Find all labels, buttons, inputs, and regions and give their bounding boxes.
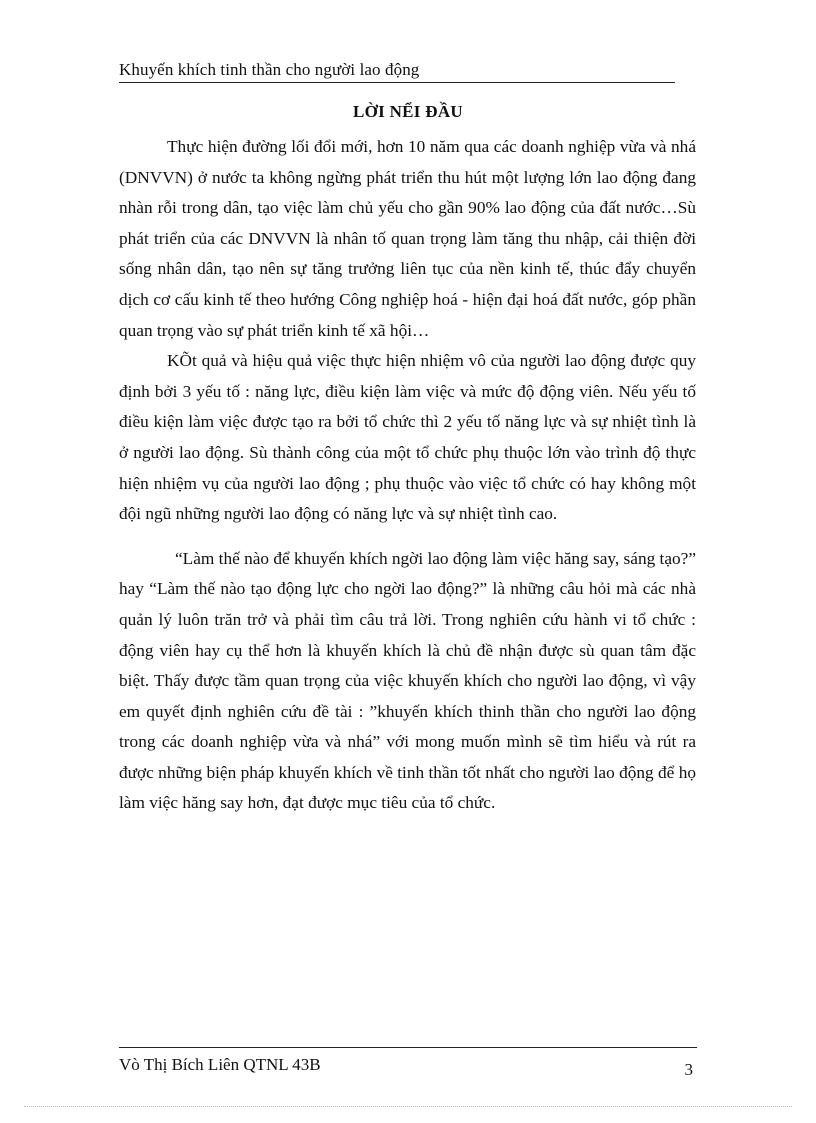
page-edge-dotted-line [24,1106,792,1107]
footer-author: Vò Thị Bích Liên QTNL 43B [119,1055,321,1074]
paragraph-2: KÕt quả và hiệu quả việc thực hiện nhiệm vô của người lao động được quy định bởi 3 yếu tố : năng lực, điều kiện làm việc và mức độ động viên. Nếu yếu tố điều kiện làm việc được tạo ra bởi tổ chức thì 2 yếu tố năng lực và sự nhiệt tình là ở người lao động. Sù thành công của một tổ chức phụ thuộc lớn vào trình độ thực hiện nhiệm vụ của người lao động ; phụ thuộc vào việc tổ chức có hay không một đội ngũ những người lao động có năng lực và sự nhiệt tình cao. [119,351,696,524]
footer-divider [119,1047,697,1048]
document-body [119,132,696,819]
page-title: LỜI NỂI ĐẦU [352,102,464,121]
paragraph-1: Thực hiện đường lối đổi mới, hơn 10 năm qua các doanh nghiệp vừa và nhá (DNVVN) ở nước ta không ngừng phát triển thu hút một lượng lớn lao động đang nhàn rỗi trong dân, tạo việc làm chủ yếu cho gần 90% lao động của đất nước…Sù phát triển của các DNVVN là nhân tố quan trọng làm tăng thu nhập, cải thiện đời sống nhân dân, tạo nên sự tăng trưởng liên tục của nền kinh tế, thúc đẩy chuyển dịch cơ cấu kinh tế theo hướng Công nghiệp hoá - hiện đại hoá đất nước, góp phần quan trọng vào sự phát triển kinh tế xã hội… [119,137,696,340]
page-number: 3 [684,1060,693,1079]
running-header: Khuyến khích tinh thần cho người lao động [119,60,420,79]
paragraph-3: “Làm thế nào để khuyến khích ngời lao động làm việc hăng say, sáng tạo?” hay “Làm thế nào tạo động lực cho ngời lao động?” là những câu hỏi mà các nhà quản lý luôn trăn trở và phải tìm câu trả lời. Trong nghiên cứu hành vi tổ chức : động viên hay cụ thể hơn là khuyến khích là chủ đề nhận được sù quan tâm đặc biệt. Thấy được tầm quan trọng của việc khuyến khích cho người lao động, vì vậy em quyết định nghiên cứu đề tài : ”khuyến khích thinh thần cho người lao động trong các doanh nghiệp vừa và nhá” với mong muốn mình sẽ tìm hiểu và rút ra được những biện pháp khuyến khích về tinh thần tốt nhất cho người lao động để họ làm việc hăng say hơn, đạt được mục tiêu của tổ chức. [119,548,697,813]
header-divider [119,82,675,83]
